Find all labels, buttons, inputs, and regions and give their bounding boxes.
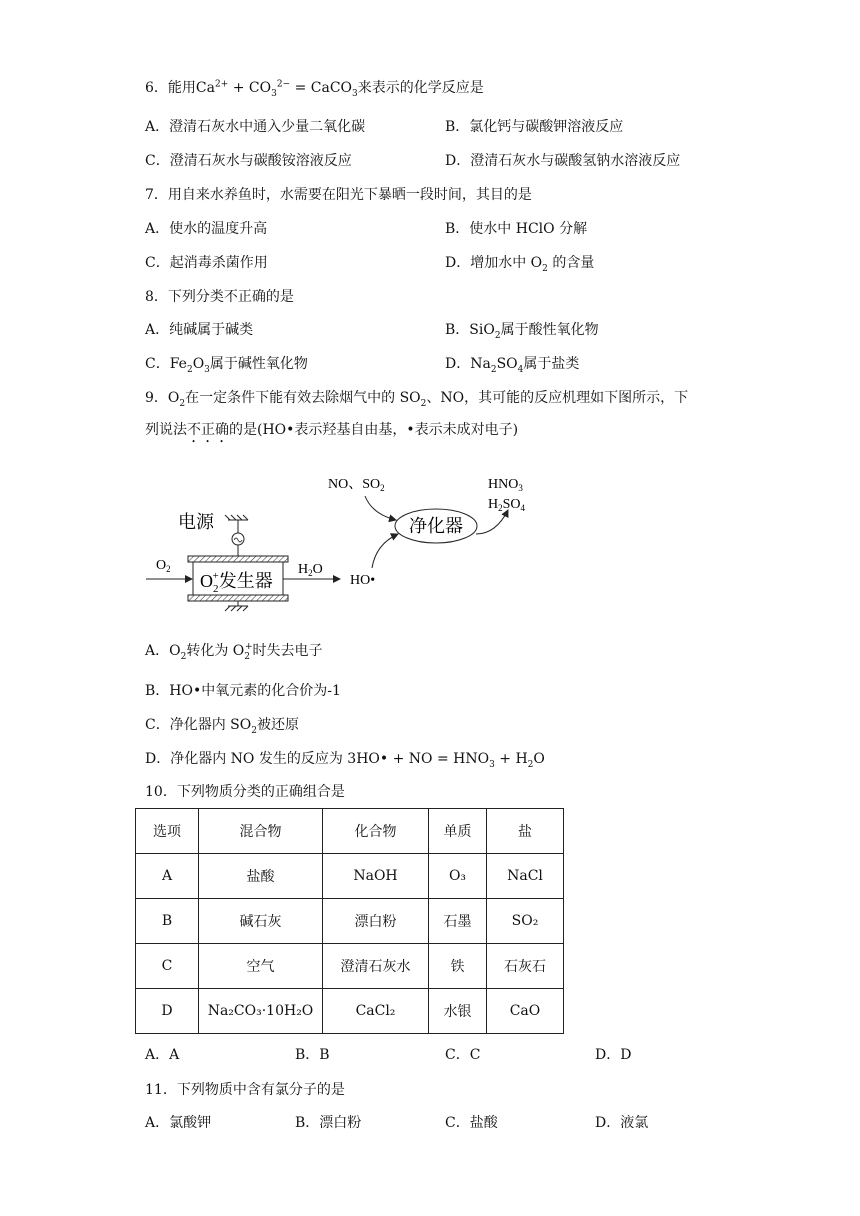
pollutant-input-label: NO、$SO_2$ (328, 477, 385, 493)
table-cell: SO₂ (487, 899, 564, 944)
table-header-cell: 单质 (429, 809, 487, 854)
q9-option-a: A．$O_2$转化为 $O_2^+$时失去电子 (145, 642, 323, 662)
output-arrow (476, 510, 508, 534)
table-header-cell: 盐 (487, 809, 564, 854)
h2o-label: $H_2O$ (298, 562, 323, 578)
q9-stem-line1: 9．$O_2$在一定条件下能有效去除烟气中的 $SO_2$、NO，其可能的反应机理如下图所示，下 (145, 390, 689, 409)
table-cell: 澄清石灰水 (323, 944, 429, 989)
q8-option-d: D．$Na_2SO_4$属于盐类 (445, 356, 580, 375)
power-source-icon (225, 515, 248, 556)
purifier-label: 净化器 (409, 516, 463, 536)
table-cell: 盐酸 (199, 854, 323, 899)
q11-option-b: B．漂白粉 (295, 1115, 362, 1131)
generator-label: $O_2+$发生器 (200, 570, 273, 595)
table-cell: C (136, 944, 199, 989)
q6-option-d: D．澄清石灰水与碳酸氢钠水溶液反应 (445, 153, 681, 169)
table-row (136, 899, 564, 944)
q9-stem-line2: 列说法不正确的是(HO•表示羟基自由基，•表示未成对电子) (145, 422, 519, 438)
q9-option-c: C．净化器内 $SO_2$被还原 (145, 717, 299, 736)
q10-option-d: D．D (595, 1047, 632, 1063)
table-cell: 空气 (199, 944, 323, 989)
hydroxyl-radical-label: HO• (350, 573, 376, 588)
table-cell: D (136, 989, 199, 1034)
q11-stem: 11．下列物质中含有氯分子的是 (145, 1082, 345, 1098)
q9-option-b: B．HO•中氧元素的化合价为-1 (145, 683, 341, 699)
table-cell: O₃ (429, 854, 487, 899)
q8-option-b: B．SiO$_2$属于酸性氧化物 (445, 322, 599, 341)
table-cell: B (136, 899, 199, 944)
table-cell: CaCl₂ (323, 989, 429, 1034)
q7-option-c: C．起消毒杀菌作用 (145, 255, 268, 271)
table-cell: CaO (487, 989, 564, 1034)
table-cell: 铁 (429, 944, 487, 989)
nitric-acid-label: $HNO_3$ (488, 477, 523, 493)
q11-option-d: D．液氯 (595, 1115, 649, 1131)
table-header-cell: 化合物 (323, 809, 429, 854)
q10-option-b: B．B (295, 1047, 330, 1063)
q11-option-a: A．氯酸钾 (145, 1115, 212, 1131)
reaction-mechanism-diagram (140, 468, 560, 616)
hydroxyl-arrow (372, 534, 398, 568)
sulfuric-acid-label: $H_2SO_4$ (488, 497, 526, 513)
q6-option-c: C．澄清石灰水与碳酸铵溶液反应 (145, 153, 352, 169)
table-header-cell: 选项 (136, 809, 199, 854)
o2-input-label: $O_2$ (156, 558, 171, 574)
q7-option-b: B．使水中 HClO 分解 (445, 221, 588, 237)
power-label: 电源 (178, 512, 214, 532)
q11-option-c: C．盐酸 (445, 1115, 498, 1131)
q6-option-a: A．澄清石灰水中通入少量二氧化碳 (145, 119, 366, 135)
table-cell: 水银 (429, 989, 487, 1034)
q10-option-a: A．A (145, 1047, 180, 1063)
table-cell: NaCl (487, 854, 564, 899)
q10-stem: 10．下列物质分类的正确组合是 (145, 784, 345, 800)
q8-stem: 8．下列分类不正确的是 (145, 289, 294, 305)
q8-option-c: C．$Fe_2O_3$属于碱性氧化物 (145, 356, 308, 375)
table-row (136, 854, 564, 899)
q9-option-d: D．净化器内 NO 发生的反应为 3HO• + NO = $HNO_3 + H_2O$ (145, 751, 545, 770)
table-cell: 碱石灰 (199, 899, 323, 944)
table-cell: 石墨 (429, 899, 487, 944)
table-cell: NaOH (323, 854, 429, 899)
q7-option-d: D．增加水中 $O_2$ 的含量 (445, 255, 595, 274)
table-cell: 石灰石 (487, 944, 564, 989)
q6-option-b: B．氯化钙与碳酸钾溶液反应 (445, 119, 624, 135)
table-cell: A (136, 854, 199, 899)
table-cell: 漂白粉 (323, 899, 429, 944)
classification-table (135, 808, 564, 1034)
q10-option-c: C．C (445, 1047, 481, 1063)
table-row (136, 944, 564, 989)
q7-option-a: A．使水的温度升高 (145, 221, 268, 237)
table-cell: Na₂CO₃·10H₂O (199, 989, 323, 1034)
q8-option-a: A．纯碱属于碱类 (145, 322, 254, 338)
q7-stem: 7．用自来水养鱼时，水需要在阳光下暴晒一段时间，其目的是 (145, 187, 532, 203)
emphasized-text: 不正确 (187, 422, 229, 438)
pollutant-arrow (365, 496, 396, 520)
table-header-row (136, 809, 564, 854)
table-row (136, 989, 564, 1034)
table-header-cell: 混合物 (199, 809, 323, 854)
q6-stem: 6．能用$Ca^{2+} + CO_3^{2-}$ = CaCO$_3$来表示的化学反应是 (145, 79, 484, 99)
